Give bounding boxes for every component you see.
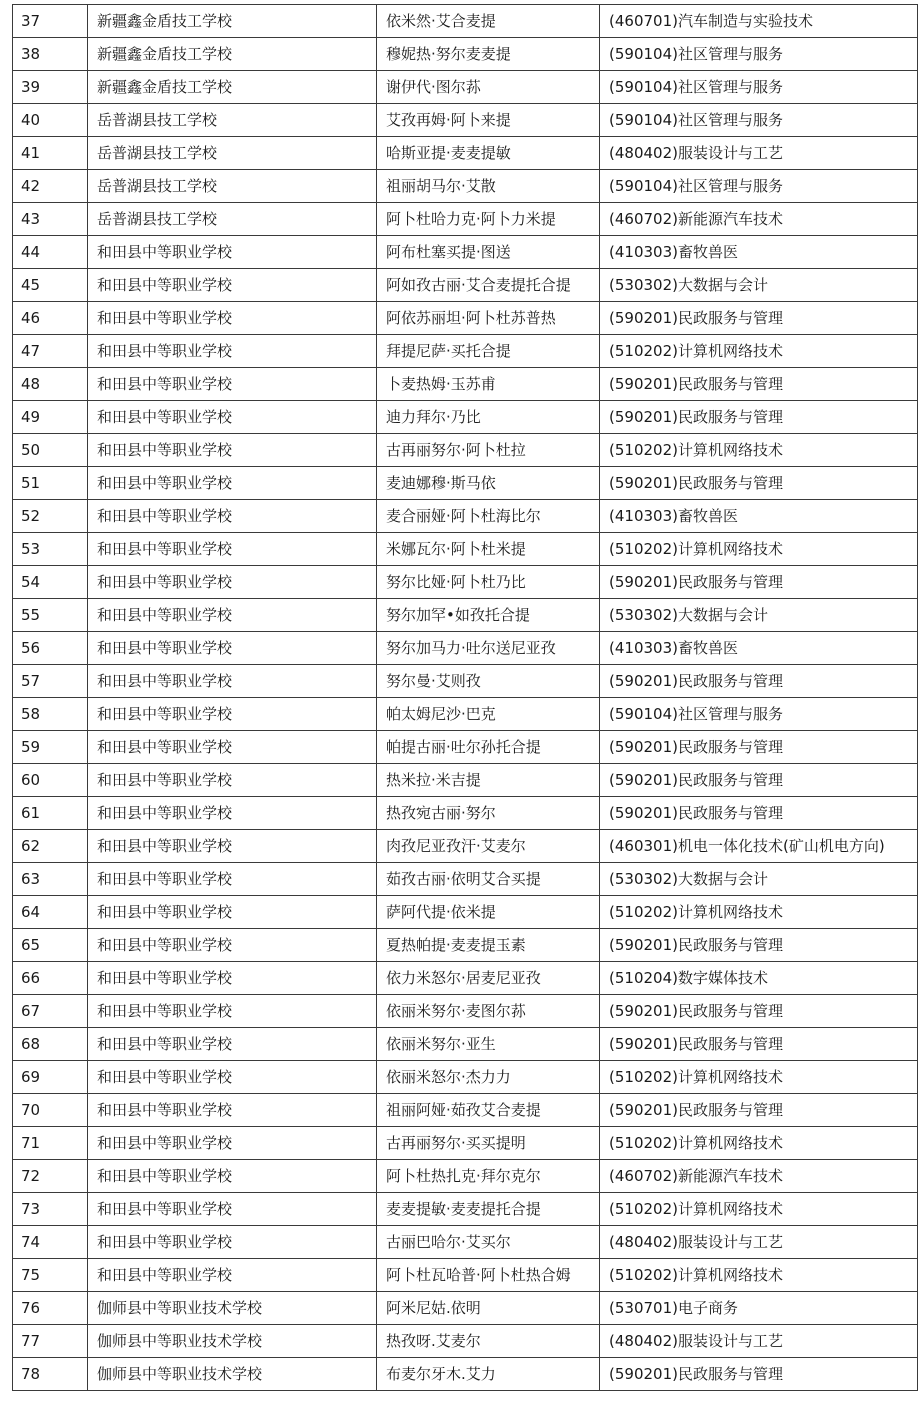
student-name-cell: 阿卜杜哈力克·阿卜力米提 [377,203,600,236]
school-cell: 伽师县中等职业技术学校 [88,1292,377,1325]
school-cell: 和田县中等职业学校 [88,335,377,368]
table-row [13,566,918,599]
major-cell: (510202)计算机网络技术 [600,896,918,929]
student-name-cell: 依丽米怒尔·杰力力 [377,1061,600,1094]
student-name-cell: 麦迪娜穆·斯马依 [377,467,600,500]
table-row [13,665,918,698]
row-number-cell: 65 [13,929,88,962]
row-number-cell: 57 [13,665,88,698]
row-number-cell: 37 [13,5,88,38]
row-number-cell: 45 [13,269,88,302]
table-row [13,401,918,434]
row-number-cell: 39 [13,71,88,104]
major-cell: (480402)服装设计与工艺 [600,1325,918,1358]
student-name-cell: 古再丽努尔·买买提明 [377,1127,600,1160]
student-name-cell: 依丽米努尔·亚生 [377,1028,600,1061]
major-cell: (410303)畜牧兽医 [600,500,918,533]
school-cell: 和田县中等职业学校 [88,1061,377,1094]
row-number-cell: 60 [13,764,88,797]
student-name-cell: 阿卜杜热扎克·拜尔克尔 [377,1160,600,1193]
student-name-cell: 麦麦提敏·麦麦提托合提 [377,1193,600,1226]
school-cell: 和田县中等职业学校 [88,995,377,1028]
row-number-cell: 53 [13,533,88,566]
table-row [13,1160,918,1193]
school-cell: 和田县中等职业学校 [88,500,377,533]
major-cell: (460702)新能源汽车技术 [600,1160,918,1193]
row-number-cell: 73 [13,1193,88,1226]
row-number-cell: 59 [13,731,88,764]
school-cell: 和田县中等职业学校 [88,467,377,500]
student-name-cell: 努尔加马力·吐尔送尼亚孜 [377,632,600,665]
school-cell: 和田县中等职业学校 [88,962,377,995]
major-cell: (590201)民政服务与管理 [600,368,918,401]
student-name-cell: 帕提古丽·吐尔孙托合提 [377,731,600,764]
major-cell: (590201)民政服务与管理 [600,1094,918,1127]
student-name-cell: 艾孜再姆·阿卜来提 [377,104,600,137]
student-name-cell: 帕太姆尼沙·巴克 [377,698,600,731]
table-row [13,632,918,665]
table-row [13,962,918,995]
student-name-cell: 祖丽胡马尔·艾散 [377,170,600,203]
table-row [13,1028,918,1061]
row-number-cell: 56 [13,632,88,665]
table-row [13,203,918,236]
student-name-cell: 卜麦热姆·玉苏甫 [377,368,600,401]
major-cell: (590104)社区管理与服务 [600,170,918,203]
table-row [13,764,918,797]
table-row [13,1193,918,1226]
school-cell: 和田县中等职业学校 [88,929,377,962]
row-number-cell: 58 [13,698,88,731]
major-cell: (510202)计算机网络技术 [600,1259,918,1292]
row-number-cell: 43 [13,203,88,236]
student-name-cell: 肉孜尼亚孜汗·艾麦尔 [377,830,600,863]
major-cell: (460301)机电一体化技术(矿山机电方向) [600,830,918,863]
major-cell: (590104)社区管理与服务 [600,71,918,104]
major-cell: (590104)社区管理与服务 [600,38,918,71]
school-cell: 和田县中等职业学校 [88,764,377,797]
student-table [12,4,918,1391]
major-cell: (590104)社区管理与服务 [600,104,918,137]
row-number-cell: 47 [13,335,88,368]
table-row [13,797,918,830]
school-cell: 和田县中等职业学校 [88,434,377,467]
table-row [13,599,918,632]
major-cell: (510202)计算机网络技术 [600,533,918,566]
major-cell: (460702)新能源汽车技术 [600,203,918,236]
table-row [13,1358,918,1391]
row-number-cell: 68 [13,1028,88,1061]
student-name-cell: 阿卜杜瓦哈普·阿卜杜热合姆 [377,1259,600,1292]
table-row [13,368,918,401]
table-row [13,1292,918,1325]
student-name-cell: 依米然·艾合麦提 [377,5,600,38]
school-cell: 伽师县中等职业技术学校 [88,1358,377,1391]
major-cell: (590201)民政服务与管理 [600,797,918,830]
school-cell: 岳普湖县技工学校 [88,170,377,203]
student-name-cell: 热孜呀.艾麦尔 [377,1325,600,1358]
major-cell: (590201)民政服务与管理 [600,401,918,434]
student-name-cell: 哈斯亚提·麦麦提敏 [377,137,600,170]
student-name-cell: 麦合丽娅·阿卜杜海比尔 [377,500,600,533]
school-cell: 和田县中等职业学校 [88,368,377,401]
student-name-cell: 努尔比娅·阿卜杜乃比 [377,566,600,599]
table-row [13,302,918,335]
table-row [13,896,918,929]
major-cell: (530701)电子商务 [600,1292,918,1325]
row-number-cell: 66 [13,962,88,995]
major-cell: (510202)计算机网络技术 [600,434,918,467]
school-cell: 和田县中等职业学校 [88,1259,377,1292]
row-number-cell: 62 [13,830,88,863]
student-name-cell: 热米拉·米吉提 [377,764,600,797]
table-row [13,929,918,962]
table-row [13,71,918,104]
student-name-cell: 古再丽努尔·阿卜杜拉 [377,434,600,467]
school-cell: 和田县中等职业学校 [88,863,377,896]
table-row [13,995,918,1028]
school-cell: 和田县中等职业学校 [88,269,377,302]
school-cell: 和田县中等职业学校 [88,698,377,731]
table-row [13,500,918,533]
table-row [13,698,918,731]
row-number-cell: 49 [13,401,88,434]
school-cell: 和田县中等职业学校 [88,896,377,929]
student-name-cell: 依力米怒尔·居麦尼亚孜 [377,962,600,995]
row-number-cell: 75 [13,1259,88,1292]
row-number-cell: 64 [13,896,88,929]
student-name-cell: 依丽米努尔·麦图尔荪 [377,995,600,1028]
major-cell: (530302)大数据与会计 [600,269,918,302]
table-row [13,137,918,170]
row-number-cell: 44 [13,236,88,269]
school-cell: 和田县中等职业学校 [88,599,377,632]
row-number-cell: 51 [13,467,88,500]
row-number-cell: 72 [13,1160,88,1193]
major-cell: (530302)大数据与会计 [600,599,918,632]
school-cell: 伽师县中等职业技术学校 [88,1325,377,1358]
major-cell: (510202)计算机网络技术 [600,335,918,368]
major-cell: (590201)民政服务与管理 [600,995,918,1028]
school-cell: 和田县中等职业学校 [88,1127,377,1160]
school-cell: 岳普湖县技工学校 [88,203,377,236]
student-name-cell: 古丽巴哈尔·艾买尔 [377,1226,600,1259]
table-row [13,830,918,863]
school-cell: 和田县中等职业学校 [88,830,377,863]
table-row [13,533,918,566]
table-row [13,236,918,269]
row-number-cell: 50 [13,434,88,467]
student-name-cell: 努尔曼·艾则孜 [377,665,600,698]
major-cell: (410303)畜牧兽医 [600,632,918,665]
row-number-cell: 55 [13,599,88,632]
major-cell: (510202)计算机网络技术 [600,1061,918,1094]
student-name-cell: 阿如孜古丽·艾合麦提托合提 [377,269,600,302]
major-cell: (480402)服装设计与工艺 [600,137,918,170]
row-number-cell: 69 [13,1061,88,1094]
major-cell: (590201)民政服务与管理 [600,764,918,797]
student-name-cell: 祖丽阿娅·茹孜艾合麦提 [377,1094,600,1127]
row-number-cell: 71 [13,1127,88,1160]
major-cell: (590201)民政服务与管理 [600,1028,918,1061]
school-cell: 和田县中等职业学校 [88,533,377,566]
school-cell: 和田县中等职业学校 [88,302,377,335]
school-cell: 和田县中等职业学校 [88,1226,377,1259]
student-name-cell: 阿依苏丽坦·阿卜杜苏普热 [377,302,600,335]
major-cell: (590104)社区管理与服务 [600,698,918,731]
document-page [12,4,917,1391]
row-number-cell: 48 [13,368,88,401]
student-name-cell: 布麦尔牙木.艾力 [377,1358,600,1391]
major-cell: (590201)民政服务与管理 [600,1358,918,1391]
student-name-cell: 萨阿代提·依米提 [377,896,600,929]
school-cell: 岳普湖县技工学校 [88,137,377,170]
row-number-cell: 42 [13,170,88,203]
student-name-cell: 茹孜古丽·依明艾合买提 [377,863,600,896]
major-cell: (460701)汽车制造与实验技术 [600,5,918,38]
major-cell: (480402)服装设计与工艺 [600,1226,918,1259]
table-row [13,1094,918,1127]
row-number-cell: 77 [13,1325,88,1358]
student-name-cell: 穆妮热·努尔麦麦提 [377,38,600,71]
school-cell: 和田县中等职业学校 [88,236,377,269]
school-cell: 和田县中等职业学校 [88,1193,377,1226]
student-name-cell: 米娜瓦尔·阿卜杜米提 [377,533,600,566]
student-name-cell: 谢伊代·图尔荪 [377,71,600,104]
major-cell: (590201)民政服务与管理 [600,731,918,764]
row-number-cell: 67 [13,995,88,1028]
row-number-cell: 40 [13,104,88,137]
school-cell: 新疆鑫金盾技工学校 [88,71,377,104]
row-number-cell: 61 [13,797,88,830]
table-row [13,863,918,896]
row-number-cell: 63 [13,863,88,896]
major-cell: (590201)民政服务与管理 [600,929,918,962]
student-name-cell: 阿布杜塞买提·图送 [377,236,600,269]
school-cell: 和田县中等职业学校 [88,665,377,698]
table-row [13,38,918,71]
table-row [13,1226,918,1259]
major-cell: (590201)民政服务与管理 [600,302,918,335]
table-row [13,170,918,203]
table-row [13,1061,918,1094]
student-name-cell: 努尔加罕•如孜托合提 [377,599,600,632]
major-cell: (530302)大数据与会计 [600,863,918,896]
major-cell: (510202)计算机网络技术 [600,1127,918,1160]
school-cell: 和田县中等职业学校 [88,401,377,434]
school-cell: 新疆鑫金盾技工学校 [88,5,377,38]
school-cell: 和田县中等职业学校 [88,1028,377,1061]
row-number-cell: 78 [13,1358,88,1391]
table-row [13,269,918,302]
major-cell: (590201)民政服务与管理 [600,566,918,599]
table-row [13,731,918,764]
student-name-cell: 拜提尼萨·买托合提 [377,335,600,368]
student-name-cell: 热孜宛古丽·努尔 [377,797,600,830]
major-cell: (410303)畜牧兽医 [600,236,918,269]
table-row [13,1325,918,1358]
table-row [13,104,918,137]
table-row [13,467,918,500]
school-cell: 和田县中等职业学校 [88,1094,377,1127]
table-row [13,335,918,368]
major-cell: (510202)计算机网络技术 [600,1193,918,1226]
school-cell: 新疆鑫金盾技工学校 [88,38,377,71]
school-cell: 和田县中等职业学校 [88,1160,377,1193]
school-cell: 和田县中等职业学校 [88,731,377,764]
row-number-cell: 46 [13,302,88,335]
row-number-cell: 70 [13,1094,88,1127]
school-cell: 岳普湖县技工学校 [88,104,377,137]
table-row [13,1127,918,1160]
school-cell: 和田县中等职业学校 [88,632,377,665]
major-cell: (510204)数字媒体技术 [600,962,918,995]
table-row [13,5,918,38]
student-name-cell: 夏热帕提·麦麦提玉素 [377,929,600,962]
row-number-cell: 74 [13,1226,88,1259]
table-row [13,1259,918,1292]
row-number-cell: 52 [13,500,88,533]
table-row [13,434,918,467]
row-number-cell: 54 [13,566,88,599]
row-number-cell: 38 [13,38,88,71]
row-number-cell: 76 [13,1292,88,1325]
row-number-cell: 41 [13,137,88,170]
student-name-cell: 阿米尼姑.依明 [377,1292,600,1325]
table-body [13,5,918,1391]
school-cell: 和田县中等职业学校 [88,797,377,830]
major-cell: (590201)民政服务与管理 [600,665,918,698]
school-cell: 和田县中等职业学校 [88,566,377,599]
student-name-cell: 迪力拜尔·乃比 [377,401,600,434]
major-cell: (590201)民政服务与管理 [600,467,918,500]
